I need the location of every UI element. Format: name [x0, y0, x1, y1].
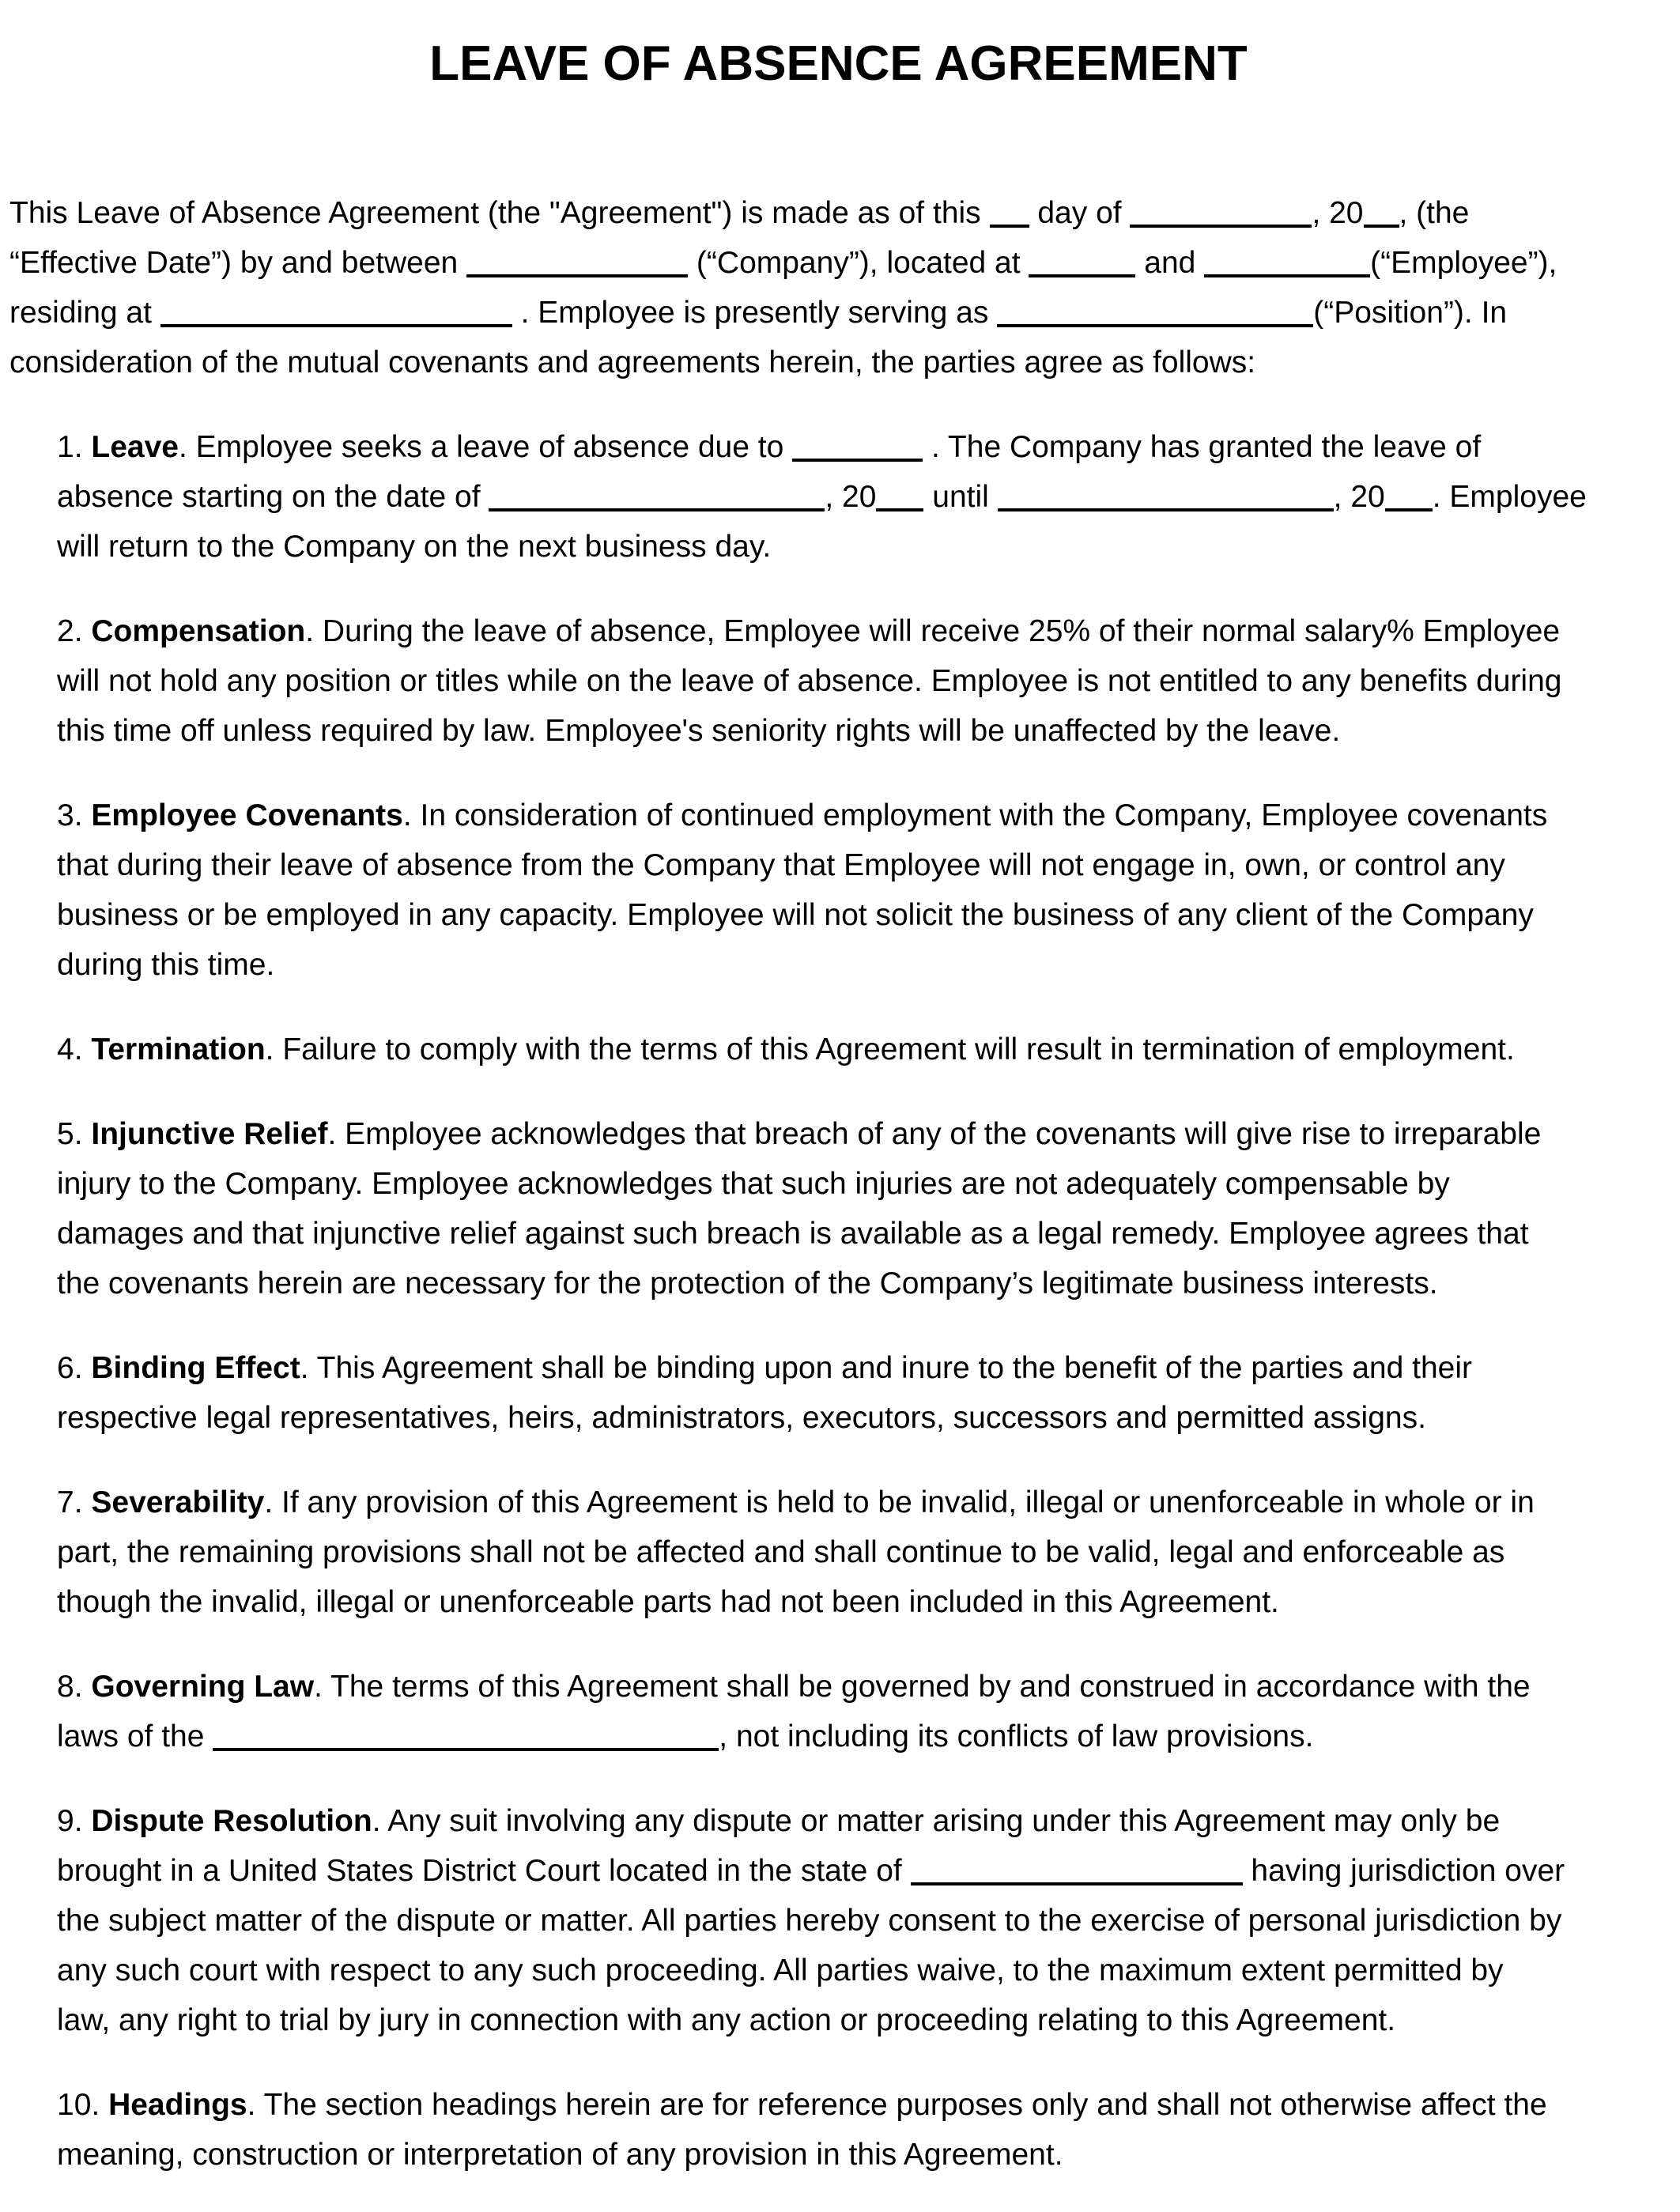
text-run: This Leave of Absence Agreement (the "Agreement") is made as of this — [9, 196, 990, 230]
section-paragraph-7 — [57, 1478, 1667, 1627]
text-run: having jurisdiction over — [1242, 1854, 1565, 1888]
fill-in-blank — [876, 485, 923, 511]
fill-in-blank — [1364, 201, 1399, 228]
text-line — [57, 2080, 1667, 2130]
section-heading: Compensation — [91, 614, 306, 648]
text-run: , 20 — [1312, 196, 1364, 230]
text-run: brought in a United States District Court located in the state of — [57, 1854, 911, 1888]
fill-in-blank — [911, 1859, 1243, 1885]
fill-in-blank — [997, 300, 1313, 327]
text-run: , not including its conflicts of law provisions. — [719, 1719, 1314, 1753]
text-run: , 20 — [825, 480, 877, 514]
text-line — [57, 1662, 1667, 1712]
text-run: though the invalid, illegal or unenforceable parts had not been included in this Agreement. — [57, 1585, 1279, 1619]
text-run: . Any suit involving any dispute or matter arising under this Agreement may only be — [372, 1804, 1501, 1838]
fill-in-blank — [1385, 485, 1433, 511]
section-heading: Injunctive Relief — [91, 1117, 328, 1151]
text-run: (“Employee”), — [1370, 246, 1557, 280]
text-line — [57, 890, 1667, 940]
text-line — [57, 1577, 1667, 1627]
fill-in-blank — [160, 300, 512, 327]
text-line — [57, 1209, 1667, 1259]
text-run: , 20 — [1333, 480, 1385, 514]
fill-in-blank — [1029, 251, 1135, 277]
section-heading: Governing Law — [91, 1670, 315, 1704]
document-title: LEAVE OF ABSENCE AGREEMENT — [429, 36, 1248, 91]
section-paragraph-4 — [57, 1025, 1667, 1074]
text-run: injury to the Company. Employee acknowledges that such injuries are not adequately compensable by — [57, 1167, 1450, 1201]
text-line — [57, 1995, 1667, 2045]
text-line — [57, 1796, 1667, 1846]
text-run: 10. — [57, 2088, 109, 2122]
text-run: part, the remaining provisions shall not be affected and shall continue to be valid, legal and enforceable as — [57, 1535, 1505, 1569]
text-run: the subject matter of the dispute or matter. All parties hereby consent to the exercise of personal jurisdiction by — [57, 1904, 1562, 1938]
text-run: . During the leave of absence, Employee will receive 25% of their normal salary% Employee — [305, 614, 1561, 648]
section-paragraph-1 — [57, 422, 1667, 572]
section-heading: Binding Effect — [91, 1351, 300, 1385]
section-heading: Leave — [91, 430, 179, 464]
text-run: any such court with respect to any such proceeding. All parties waive, to the maximum extent permitted by — [57, 1953, 1504, 1987]
text-run: will not hold any position or titles while on the leave of absence. Employee is not entitled to any benefits during — [57, 664, 1562, 698]
text-line — [57, 1846, 1667, 1896]
text-run: day of — [1029, 196, 1131, 230]
text-line — [57, 1712, 1667, 1761]
text-run: “Effective Date”) by and between — [9, 246, 467, 280]
fill-in-blank — [489, 485, 825, 511]
text-line — [57, 1393, 1667, 1443]
section-paragraph-2 — [57, 606, 1667, 756]
text-run: the covenants herein are necessary for the protection of the Company’s legitimate business interests. — [57, 1266, 1438, 1300]
section-paragraph-9 — [57, 1796, 1667, 2045]
text-run: 5. — [57, 1117, 92, 1151]
text-line — [57, 1527, 1667, 1577]
section-heading: Dispute Resolution — [91, 1804, 372, 1838]
text-run: . Employee is presently serving as — [512, 296, 998, 330]
text-run: respective legal representatives, heirs, administrators, executors, successors and permitted assigns. — [57, 1401, 1426, 1435]
section-paragraph-10 — [57, 2080, 1667, 2180]
text-line — [57, 2130, 1667, 2180]
text-run: 2. — [57, 614, 92, 648]
section-heading: Termination — [91, 1032, 266, 1066]
text-run: law, any right to trial by jury in connection with any action or proceeding relating to this Agreement. — [57, 2003, 1396, 2037]
text-run: business or be employed in any capacity. Employee will not solicit the business of any client of the Company — [57, 898, 1534, 932]
text-line — [57, 940, 1667, 990]
text-run: 3. — [57, 798, 92, 832]
fill-in-blank — [466, 251, 688, 277]
text-line — [57, 422, 1667, 472]
text-run: 8. — [57, 1670, 92, 1704]
text-line — [57, 1259, 1667, 1308]
intro-paragraph — [9, 188, 1667, 387]
text-line — [57, 1159, 1667, 1209]
text-line — [57, 1478, 1667, 1527]
text-line — [57, 1025, 1667, 1074]
section-paragraph-6 — [57, 1343, 1667, 1443]
text-run: residing at — [9, 296, 160, 330]
text-run: 6. — [57, 1351, 92, 1385]
section-heading: Headings — [108, 2088, 247, 2122]
text-line — [57, 1109, 1667, 1159]
text-run: . The section headings herein are for reference purposes only and shall not otherwise affect the — [247, 2088, 1547, 2122]
section-paragraph-5 — [57, 1109, 1667, 1308]
section-paragraph-3 — [57, 791, 1667, 990]
text-line — [57, 791, 1667, 840]
fill-in-blank — [1130, 201, 1312, 228]
text-run: absence starting on the date of — [57, 480, 489, 514]
text-run: 7. — [57, 1485, 92, 1519]
text-run: during this time. — [57, 948, 275, 982]
text-run: meaning, construction or interpretation of any provision in this Agreement. — [57, 2138, 1063, 2172]
text-line — [57, 706, 1667, 756]
text-run: , (the — [1399, 196, 1470, 230]
text-run: (“Company”), located at — [688, 246, 1029, 280]
text-run: . If any provision of this Agreement is held to be invalid, illegal or unenforceable in whole or in — [264, 1485, 1535, 1519]
section-heading: Employee Covenants — [91, 798, 403, 832]
text-run: laws of the — [57, 1719, 213, 1753]
text-line — [9, 288, 1667, 338]
text-run: (“Position”). In — [1313, 296, 1508, 330]
text-line — [57, 1896, 1667, 1946]
text-line — [9, 338, 1667, 387]
text-line — [57, 1343, 1667, 1393]
text-line — [9, 238, 1667, 288]
text-line — [57, 840, 1667, 890]
fill-in-blank — [213, 1724, 719, 1751]
text-run: . Employee — [1432, 480, 1587, 514]
text-run: . This Agreement shall be binding upon and inure to the benefit of the parties and their — [300, 1351, 1472, 1385]
text-line — [57, 1946, 1667, 1995]
text-run: consideration of the mutual covenants and agreements herein, the parties agree as follows: — [9, 345, 1256, 379]
text-run: damages and that injunctive relief against such breach is available as a legal remedy. Employee agrees that — [57, 1217, 1529, 1251]
text-run: 4. — [57, 1032, 92, 1066]
document-body — [9, 188, 1667, 2180]
text-run: . In consideration of continued employment with the Company, Employee covenants — [402, 798, 1548, 832]
text-run: will return to the Company on the next business day. — [57, 530, 772, 564]
text-run: until — [923, 480, 998, 514]
text-line — [57, 606, 1667, 656]
fill-in-blank — [1204, 251, 1370, 277]
text-run: 1. — [57, 430, 92, 464]
text-run: . The Company has granted the leave of — [923, 430, 1482, 464]
text-line — [57, 522, 1667, 572]
text-run: . Failure to comply with the terms of this Agreement will result in termination of employment. — [265, 1032, 1515, 1066]
document-page — [0, 38, 1680, 2212]
text-run: that during their leave of absence from the Company that Employee will not engage in, own, or control any — [57, 848, 1505, 882]
text-line — [57, 656, 1667, 706]
text-run: . Employee acknowledges that breach of any of the covenants will give rise to irreparable — [327, 1117, 1542, 1151]
text-run: . Employee seeks a leave of absence due to — [178, 430, 793, 464]
section-paragraph-8 — [57, 1662, 1667, 1761]
fill-in-blank — [792, 435, 923, 462]
text-line — [57, 472, 1667, 522]
section-heading: Severability — [91, 1485, 265, 1519]
text-run: 9. — [57, 1804, 92, 1838]
text-run: . The terms of this Agreement shall be governed by and construed in accordance with the — [314, 1670, 1531, 1704]
text-run: this time off unless required by law. Employee's seniority rights will be unaffected by the leave. — [57, 714, 1341, 748]
text-line — [9, 188, 1667, 238]
fill-in-blank — [990, 201, 1029, 228]
fill-in-blank — [998, 485, 1334, 511]
text-run: and — [1135, 246, 1205, 280]
